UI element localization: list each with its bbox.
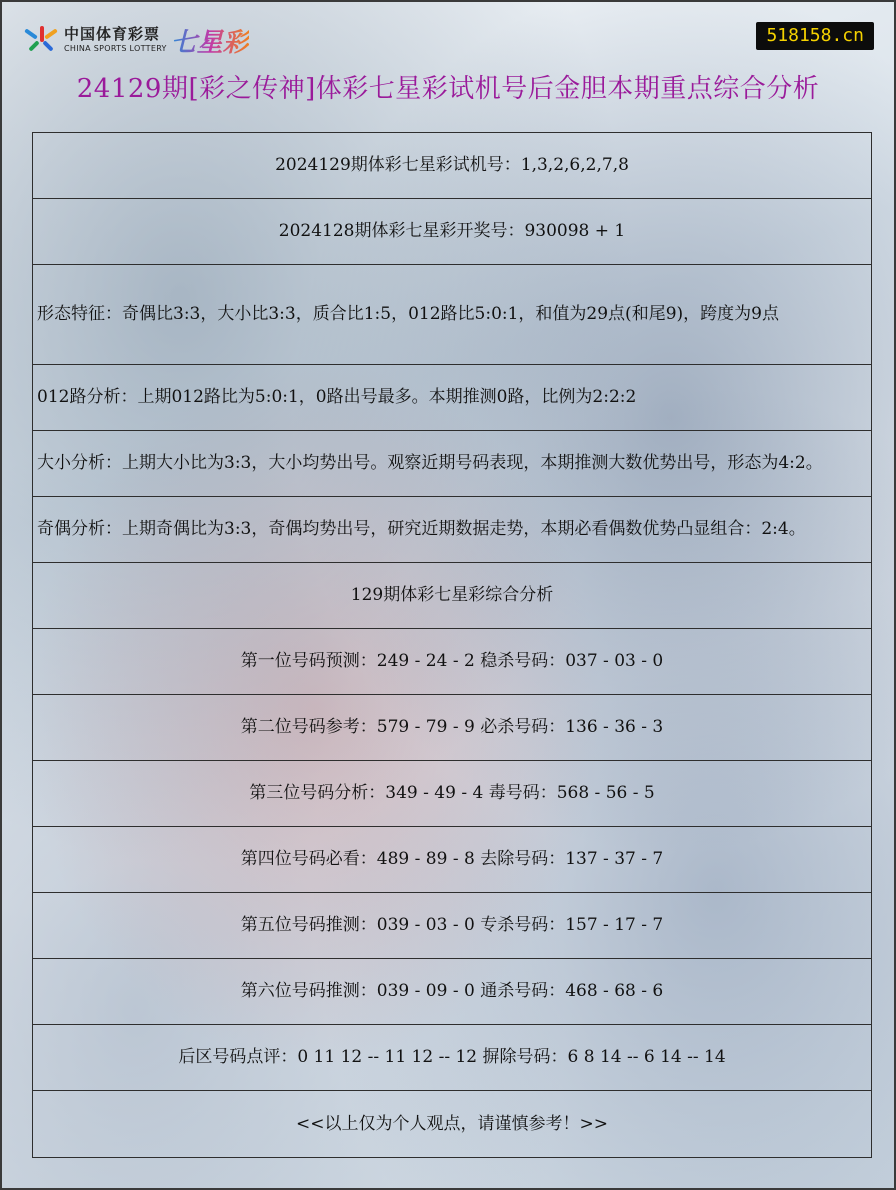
logo-text — [64, 27, 167, 53]
test-number-row: 2024129期体彩七星彩试机号：1,3,2,6,2,7,8 — [33, 133, 871, 199]
position-4-row: 第四位号码必看：489 - 89 - 8 去除号码：137 - 37 - 7 — [33, 827, 871, 893]
logo-english-name: CHINA SPORTS LOTTERY — [64, 44, 167, 53]
position-1-row: 第一位号码预测：249 - 24 - 2 稳杀号码：037 - 03 - 0 — [33, 629, 871, 695]
logo-brand: 七星彩 — [171, 22, 249, 59]
position-2-row: 第二位号码参考：579 - 79 - 9 必杀号码：136 - 36 - 3 — [33, 695, 871, 761]
section-heading-row: 129期体彩七星彩综合分析 — [33, 563, 871, 629]
route-012-analysis-row: 012路分析：上期012路比为5:0:1，0路出号最多。本期推测0路，比例为2:2:2 — [33, 365, 871, 431]
position-3-row: 第三位号码分析：349 - 49 - 4 毒号码：568 - 56 - 5 — [33, 761, 871, 827]
draw-number-row: 2024128期体彩七星彩开奖号：930098 + 1 — [33, 199, 871, 265]
page-title: 24129期[彩之传神]体彩七星彩试机号后金胆本期重点综合分析 — [76, 74, 820, 104]
logo-chinese-name: 中国体育彩票 — [64, 25, 161, 43]
size-analysis-row: 大小分析：上期大小比为3:3，大小均势出号。观察近期号码表现，本期推测大数优势出号，形态为4:2。 — [33, 431, 871, 497]
sports-lottery-logo-icon — [20, 20, 60, 60]
position-6-row: 第六位号码推测：039 - 09 - 0 通杀号码：468 - 68 - 6 — [33, 959, 871, 1025]
position-5-row: 第五位号码推测：039 - 03 - 0 专杀号码：157 - 17 - 7 — [33, 893, 871, 959]
site-badge[interactable]: 518158.cn — [756, 22, 874, 50]
odd-even-analysis-row: 奇偶分析：上期奇偶比为3:3，奇偶均势出号，研究近期数据走势，本期必看偶数优势凸显组合：2:4。 — [33, 497, 871, 563]
disclaimer-row: <<以上仅为个人观点，请谨慎参考！>> — [296, 1113, 608, 1134]
lottery-logo — [20, 20, 290, 60]
back-area-row: 后区号码点评：0 11 12 -- 11 12 -- 12 摒除号码：6 8 14 -- 6 14 -- 14 — [33, 1025, 871, 1091]
analysis-table — [32, 132, 872, 1158]
pattern-feature-row: 形态特征：奇偶比3:3，大小比3:3，质合比1:5，012路比5:0:1，和值为29点(和尾9)，跨度为9点 — [33, 265, 871, 365]
